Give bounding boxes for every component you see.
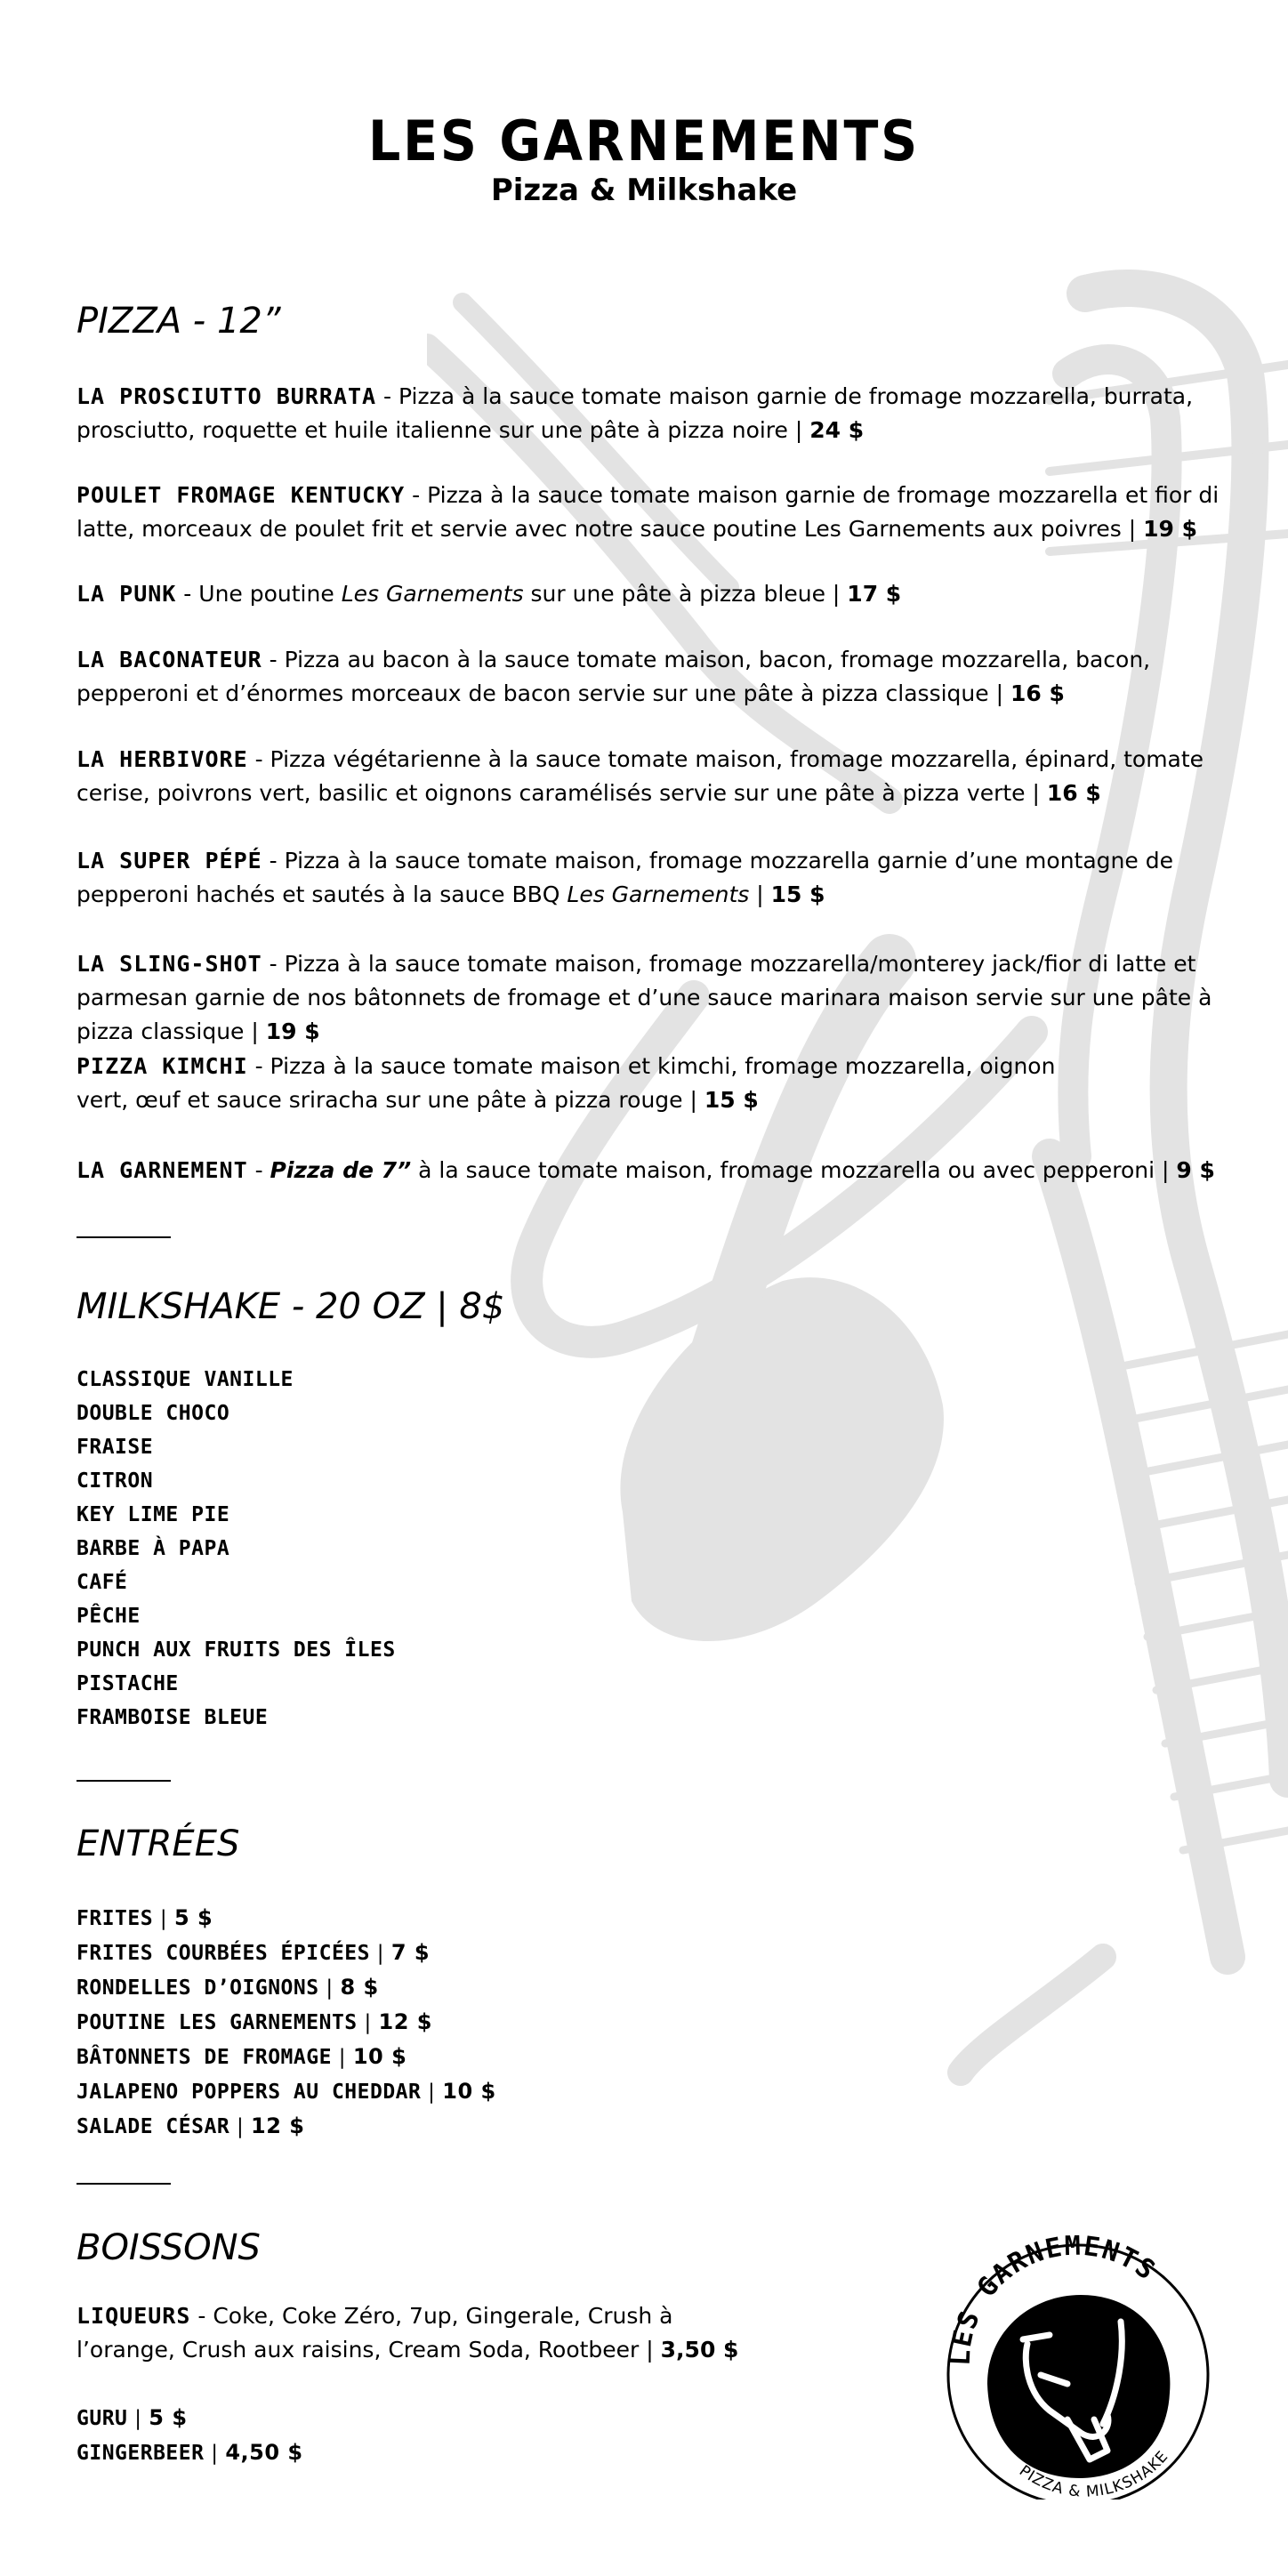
item-price: 16 $ <box>1010 680 1065 706</box>
brand-title: LES GARNEMENTS <box>368 109 920 173</box>
list-item: GURU | 5 $ <box>76 2405 188 2430</box>
section-title-boissons: BOISSONS <box>76 2227 261 2268</box>
list-item: POUTINE LES GARNEMENTS | 12 $ <box>76 2009 432 2034</box>
item-name: FRITES <box>76 1907 154 1930</box>
list-item: BARBE À PAPA <box>76 1537 230 1560</box>
item-name: POULET FROMAGE KENTUCKY <box>76 482 406 508</box>
item-name: LA BACONATEUR <box>76 647 262 672</box>
section-divider <box>76 2183 171 2185</box>
item-price: 12 $ <box>251 2113 305 2138</box>
item-price: 10 $ <box>442 2079 496 2104</box>
list-item: FRITES COURBÉES ÉPICÉES | 7 $ <box>76 1940 431 1965</box>
item-price: 19 $ <box>265 1018 320 1044</box>
brand-logo-badge <box>934 2206 1219 2500</box>
menu-header <box>0 109 1288 209</box>
list-item: JALAPENO POPPERS AU CHEDDAR | 10 $ <box>76 2079 496 2104</box>
item-name: JALAPENO POPPERS AU CHEDDAR <box>76 2081 422 2104</box>
list-item: PUNCH AUX FRUITS DES ÎLES <box>76 1638 396 1662</box>
item-price: 16 $ <box>1046 780 1101 806</box>
list-item: CLASSIQUE VANILLE <box>76 1368 294 1391</box>
item-price: 17 $ <box>847 581 902 607</box>
item-price: 4,50 $ <box>225 2440 303 2465</box>
menu-item-la-garnement <box>76 1154 1224 1187</box>
menu-item-liqueurs <box>76 2299 753 2367</box>
menu-item-prosciutto-burrata <box>76 380 1224 447</box>
item-desc: - Pizza à la sauce tomate maison garnie de fromage mozzarella et fior di latte, morceaux de poulet frit et servie avec notre sauce poutine Les Garnements aux poivres | <box>76 482 1220 542</box>
item-desc: - Pizza végétarienne à la sauce tomate maison, fromage mozzarella, épinard, tomate cerise, poivrons vert, basilic et oignons caramélisés servie sur une pâte à pizza verte | <box>76 746 1204 806</box>
item-desc: | <box>749 881 771 907</box>
list-item: GINGERBEER | 4,50 $ <box>76 2440 303 2465</box>
item-desc: - Pizza au bacon à la sauce tomate maison, bacon, fromage mozzarella, bacon, pepperoni et d’énormes morceaux de bacon servie sur une pâte à pizza classique | <box>76 647 1151 706</box>
item-price: 5 $ <box>173 1905 213 1930</box>
item-price: 24 $ <box>809 417 865 443</box>
item-price: 9 $ <box>1176 1157 1215 1183</box>
item-name: LA PUNK <box>76 581 177 607</box>
item-desc-emphasis: Les Garnements <box>341 581 524 607</box>
item-desc: à la sauce tomate maison, fromage mozzarella ou avec pepperoni | <box>411 1157 1177 1183</box>
item-price: 15 $ <box>770 881 825 907</box>
section-title-milkshake: MILKSHAKE - 20 OZ | 8$ <box>76 1286 505 1327</box>
list-item: CAFÉ <box>76 1571 128 1594</box>
list-item: RONDELLES D’OIGNONS | 8 $ <box>76 1975 379 2000</box>
menu-item-sling-shot <box>76 947 1224 1049</box>
item-desc: - Pizza à la sauce tomate maison, fromage mozzarella garnie d’une montagne de pepperoni hachés et sautés à la sauce BBQ <box>76 848 1173 907</box>
item-name: LA SUPER PÉPÉ <box>76 848 262 873</box>
brand-subtitle: Pizza & Milkshake <box>490 173 798 208</box>
item-name: RONDELLES D’OIGNONS <box>76 1976 319 2000</box>
menu-item-pizza-kimchi <box>76 1050 1099 1117</box>
item-desc: - Coke, Coke Zéro, 7up, Gingerale, Crush à l’orange, Crush aux raisins, Cream Soda, Rootbeer | <box>76 2303 673 2363</box>
item-price: 7 $ <box>390 1940 431 1965</box>
item-name: GURU <box>76 2407 128 2430</box>
section-title-pizza: PIZZA - 12” <box>76 301 281 342</box>
item-price: 12 $ <box>378 2009 432 2034</box>
entrees-list <box>76 1901 496 2144</box>
logo-bottom-text: PIZZA & MILKSHAKE <box>1015 2447 1172 2500</box>
item-name: SALADE CÉSAR <box>76 2115 230 2138</box>
boissons-list <box>76 2401 303 2470</box>
list-item: FRITES | 5 $ <box>76 1905 213 1930</box>
item-desc: sur une pâte à pizza bleue | <box>523 581 848 607</box>
item-name: BÂTONNETS DE FROMAGE <box>76 2046 332 2069</box>
section-title-entrees: ENTRÉES <box>76 1823 240 1864</box>
item-price: 5 $ <box>149 2405 188 2430</box>
logo-blot-shape <box>987 2295 1170 2478</box>
section-divider <box>76 1780 171 1782</box>
list-item: KEY LIME PIE <box>76 1503 230 1526</box>
item-name: LA PROSCIUTTO BURRATA <box>76 383 377 409</box>
item-price: 19 $ <box>1143 516 1197 542</box>
list-item: SALADE CÉSAR | 12 $ <box>76 2113 305 2138</box>
menu-item-baconateur <box>76 643 1224 711</box>
menu-item-la-punk <box>76 577 1224 611</box>
item-name: LIQUEURS <box>76 2303 191 2329</box>
list-item: FRAMBOISE BLEUE <box>76 1706 269 1729</box>
milkshake-flavor-list <box>76 1363 396 1735</box>
item-name: LA GARNEMENT <box>76 1157 248 1183</box>
item-name: LA SLING-SHOT <box>76 951 262 977</box>
item-price: 15 $ <box>704 1087 759 1113</box>
section-divider <box>76 1236 171 1238</box>
item-desc: - Pizza à la sauce tomate maison garnie de fromage mozzarella, burrata, prosciutto, roquette et huile italienne sur une pâte à pizza noire | <box>76 383 1194 443</box>
item-price: 8 $ <box>340 1975 379 2000</box>
item-name: FRITES COURBÉES ÉPICÉES <box>76 1942 370 1965</box>
list-item: DOUBLE CHOCO <box>76 1402 230 1425</box>
list-item: CITRON <box>76 1469 154 1493</box>
list-item: PÊCHE <box>76 1605 141 1628</box>
list-item: BÂTONNETS DE FROMAGE | 10 $ <box>76 2044 407 2069</box>
item-desc: - Une poutine <box>176 581 342 607</box>
item-name: POUTINE LES GARNEMENTS <box>76 2011 358 2034</box>
item-price: 10 $ <box>352 2044 407 2069</box>
item-name: PIZZA KIMCHI <box>76 1053 248 1079</box>
item-desc-emphasis: Pizza de 7” <box>270 1157 412 1183</box>
menu-item-herbivore <box>76 743 1224 810</box>
list-item: FRAISE <box>76 1436 154 1459</box>
menu-item-super-pepe <box>76 844 1224 912</box>
item-desc: - Pizza à la sauce tomate maison, fromage mozzarella/monterey jack/fior di latte et parmesan garnie de nos bâtonnets de fromage et d’une sauce marinara maison servie sur une pâte à pizza classique | <box>76 951 1212 1044</box>
item-price: 3,50 $ <box>660 2337 739 2363</box>
item-desc: - <box>247 1157 270 1183</box>
menu-item-poulet-kentucky <box>76 479 1224 546</box>
item-desc-emphasis: Les Garnements <box>567 881 750 907</box>
logo-top-text: LES GARNEMENTS <box>945 2230 1163 2367</box>
item-desc: - Pizza à la sauce tomate maison et kimchi, fromage mozzarella, oignon vert, œuf et sauce sriracha sur une pâte à pizza rouge | <box>76 1053 1056 1113</box>
list-item: PISTACHE <box>76 1672 179 1695</box>
item-name: LA HERBIVORE <box>76 746 248 772</box>
item-name: GINGERBEER <box>76 2442 205 2465</box>
